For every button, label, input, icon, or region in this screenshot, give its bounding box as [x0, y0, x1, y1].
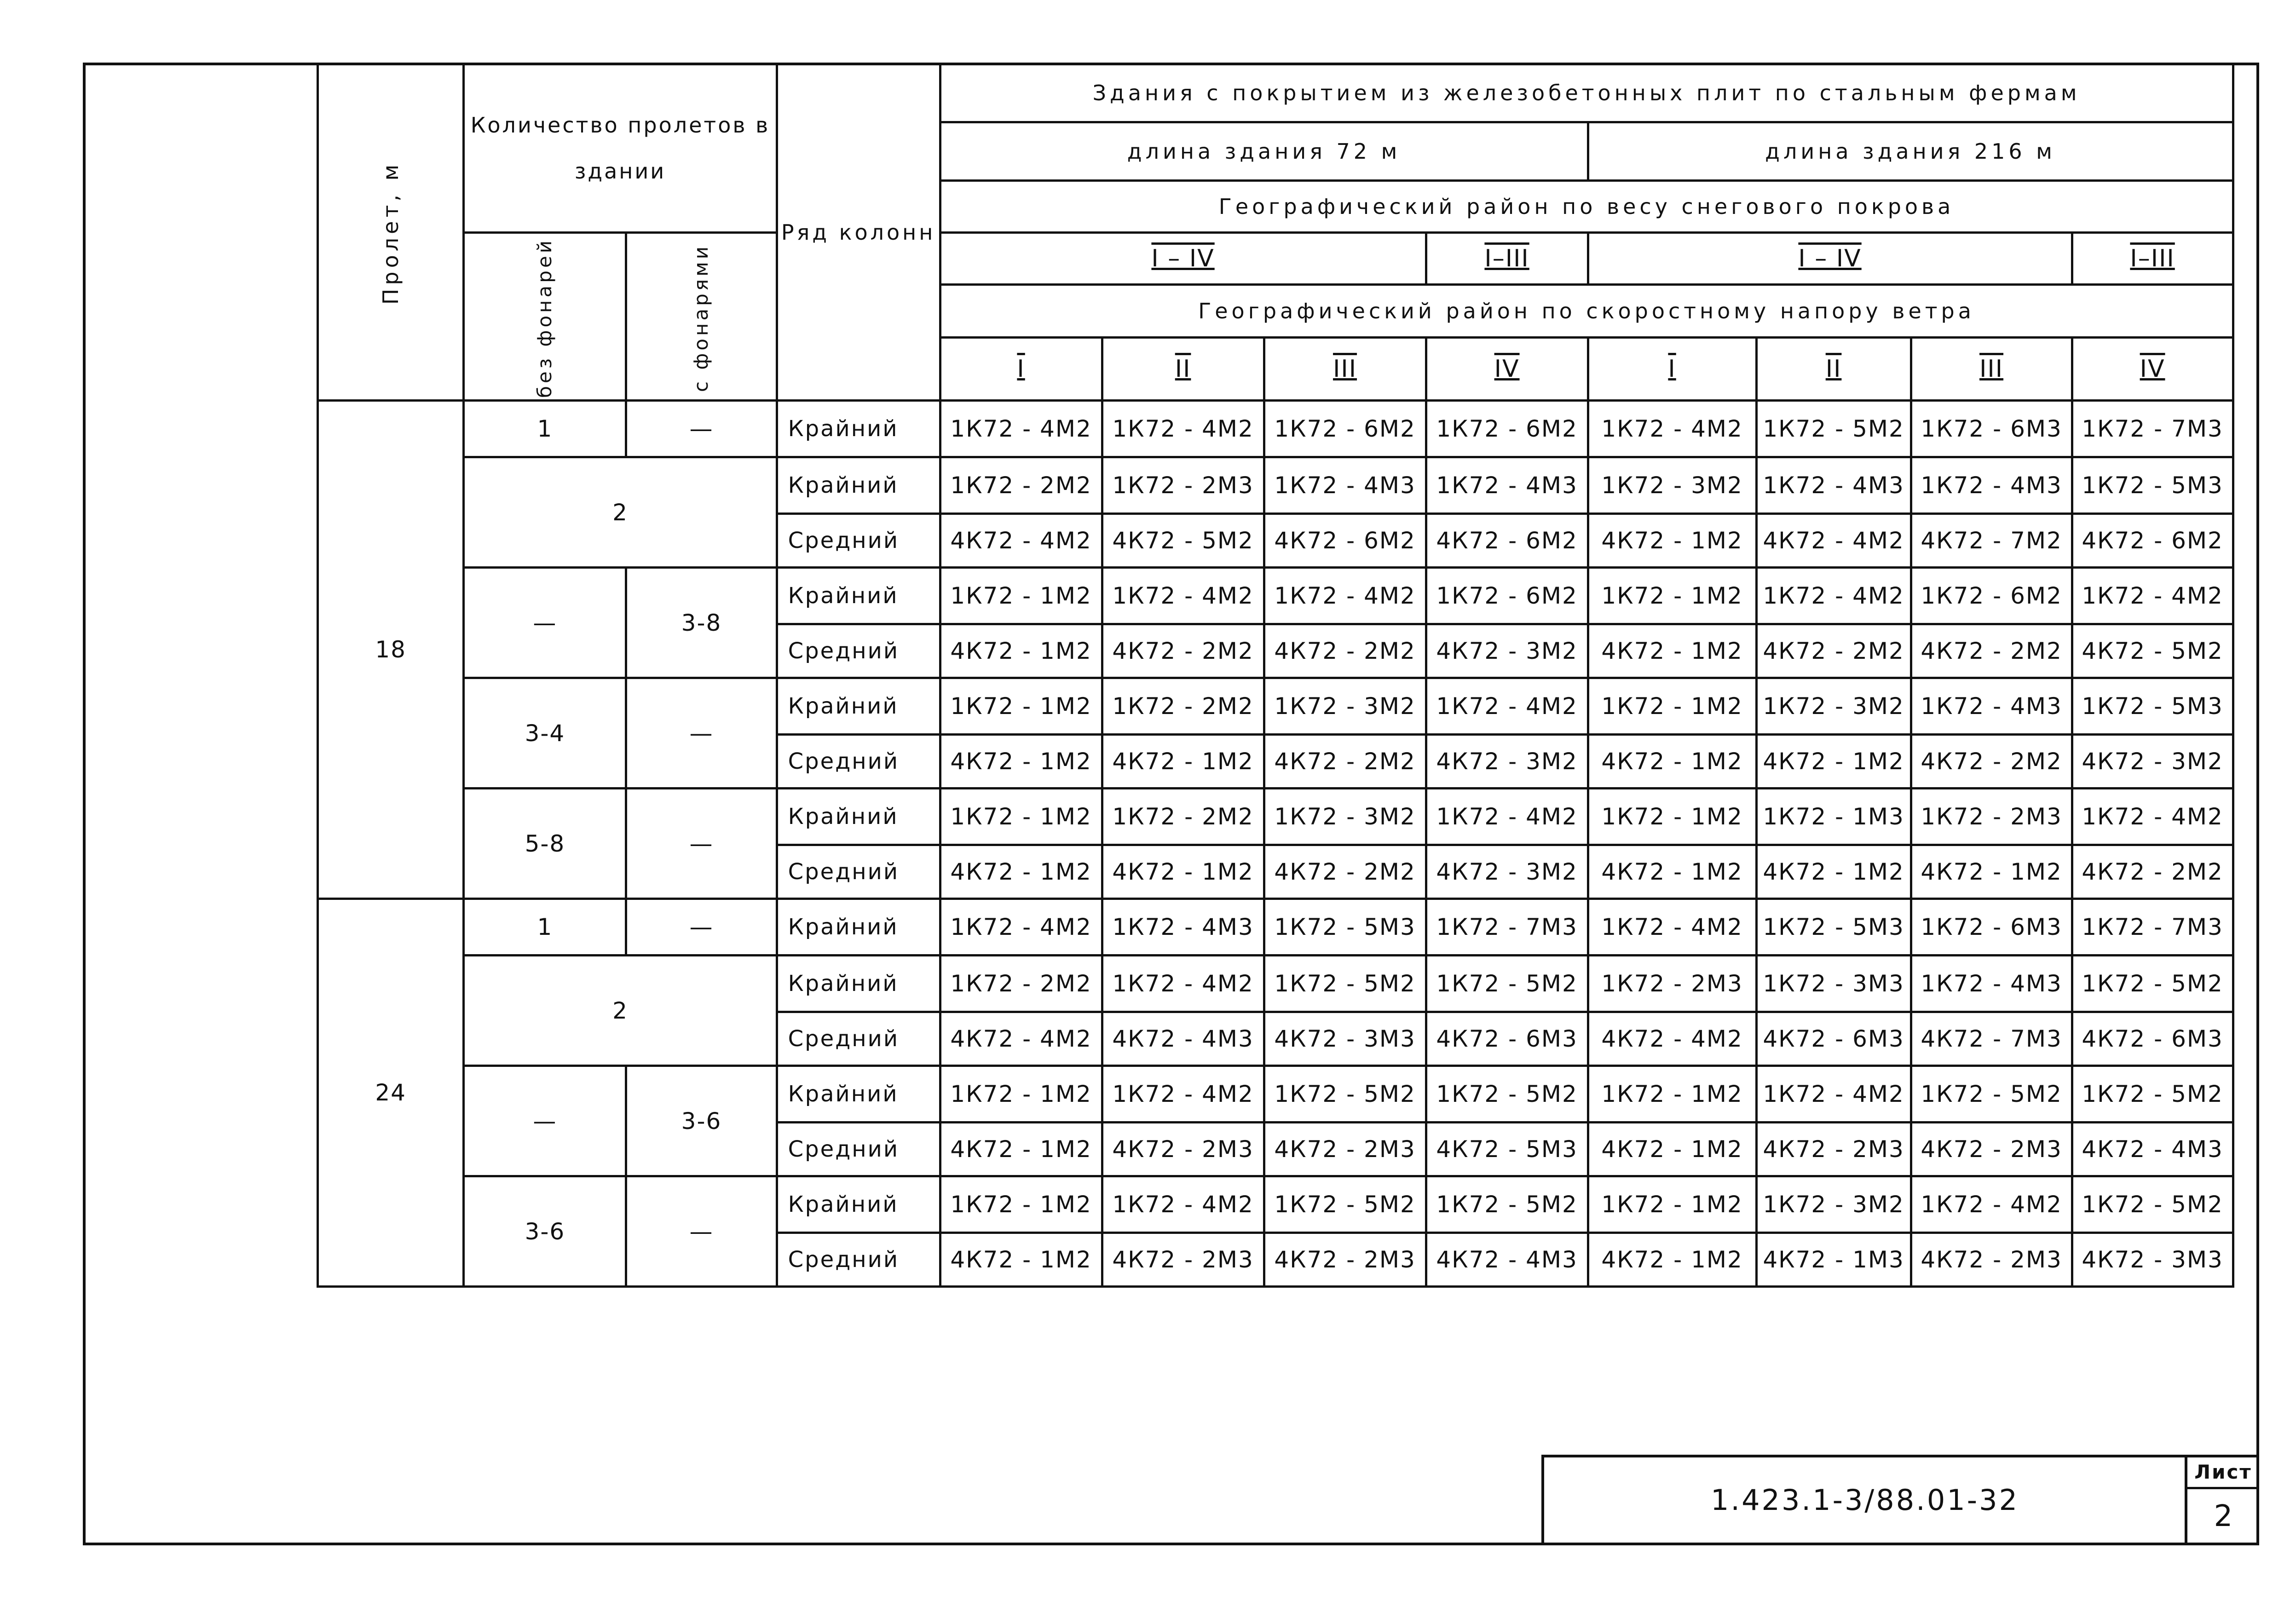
column-mark-cell: 1К72 - 7М3	[1426, 899, 1588, 956]
column-mark-cell: 1К72 - 5М2	[1426, 956, 1588, 1012]
column-mark-cell: 1К72 - 4М2	[1102, 956, 1264, 1012]
span-value: 24	[318, 899, 464, 1287]
column-mark-cell: 1К72 - 4М3	[1911, 457, 2072, 514]
column-mark-cell: 1К72 - 4М2	[1588, 899, 1756, 956]
column-mark-cell: 4К72 - 2М3	[1102, 1123, 1264, 1176]
table-row	[318, 899, 2233, 956]
column-row-type: Средний	[777, 845, 940, 899]
column-mark-cell: 4К72 - 3М3	[1264, 1012, 1426, 1066]
column-mark-cell: 4К72 - 2М2	[1911, 735, 2072, 789]
column-selection-table	[317, 63, 2234, 1288]
column-mark-cell: 1К72 - 5М2	[1756, 401, 1911, 457]
span-count: 3-8	[626, 568, 777, 678]
with-lantern-header: с фонарями	[626, 233, 777, 401]
snow-72-a: I – IV	[940, 233, 1426, 285]
column-mark-cell: 1К72 - 3М2	[1264, 789, 1426, 845]
column-mark-cell: 4К72 - 3М2	[1426, 624, 1588, 678]
column-mark-cell: 1К72 - 6М2	[1426, 568, 1588, 624]
column-mark-cell: 1К72 - 6М3	[1911, 899, 2072, 956]
column-mark-cell: 4К72 - 1М2	[940, 1233, 1102, 1287]
wind-col-header: III	[1911, 338, 2072, 401]
column-mark-cell: 4К72 - 1М2	[940, 845, 1102, 899]
column-mark-cell: 1К72 - 6М2	[1264, 401, 1426, 457]
length-72-header: длина здания 72 м	[940, 122, 1588, 181]
column-mark-cell: 4К72 - 3М3	[2072, 1233, 2233, 1287]
column-mark-cell: 1К72 - 1М2	[1588, 1066, 1756, 1123]
document-code: 1.423.1-3/88.01-32	[1541, 1455, 2186, 1543]
table-row	[318, 457, 2233, 514]
column-mark-cell: 4К72 - 2М3	[1102, 1233, 1264, 1287]
column-mark-cell: 1К72 - 4М2	[940, 899, 1102, 956]
column-mark-cell: 4К72 - 1М2	[1588, 624, 1756, 678]
column-mark-cell: 1К72 - 1М2	[940, 1066, 1102, 1123]
column-mark-cell: 1К72 - 1М3	[1756, 789, 1911, 845]
column-mark-cell: 4К72 - 2М2	[1264, 845, 1426, 899]
span-count: —	[626, 899, 777, 956]
span-header: Пролет, м	[318, 64, 464, 401]
table-row	[318, 678, 2233, 735]
column-mark-cell: 4К72 - 6М2	[1264, 514, 1426, 568]
column-mark-cell: 4К72 - 1М2	[1756, 735, 1911, 789]
length-216-header: длина здания 216 м	[1588, 122, 2233, 181]
wind-col-header: II	[1102, 338, 1264, 401]
wind-col-header: IV	[1426, 338, 1588, 401]
sheet-box	[2185, 1455, 2259, 1543]
wind-col-header: I	[1588, 338, 1756, 401]
wind-col-header: IV	[2072, 338, 2233, 401]
column-mark-cell: 1К72 - 1М2	[1588, 1176, 1756, 1233]
column-mark-cell: 1К72 - 6М3	[1911, 401, 2072, 457]
column-row-type: Крайний	[777, 899, 940, 956]
column-mark-cell: 4К72 - 1М2	[1102, 735, 1264, 789]
column-mark-cell: 1К72 - 5М2	[2072, 956, 2233, 1012]
column-mark-cell: 1К72 - 4М3	[1911, 678, 2072, 735]
column-mark-cell: 4К72 - 2М3	[1911, 1123, 2072, 1176]
column-mark-cell: 4К72 - 1М2	[1756, 845, 1911, 899]
column-mark-cell: 1К72 - 1М2	[940, 568, 1102, 624]
column-mark-cell: 1К72 - 4М2	[940, 401, 1102, 457]
column-mark-cell: 1К72 - 4М3	[1102, 899, 1264, 956]
wind-region-header: Географический район по скоростному напору ветра	[940, 285, 2233, 338]
column-mark-cell: 4К72 - 4М2	[940, 1012, 1102, 1066]
snow-216-a: I – IV	[1588, 233, 2072, 285]
table-title: Здания с покрытием из железобетонных плит по стальным фермам	[940, 64, 2233, 122]
column-mark-cell: 1К72 - 2М2	[940, 956, 1102, 1012]
column-mark-cell: 4К72 - 2М3	[1911, 1233, 2072, 1287]
column-mark-cell: 1К72 - 4М2	[1264, 568, 1426, 624]
column-mark-cell: 1К72 - 2М2	[1102, 789, 1264, 845]
column-mark-cell: 4К72 - 5М2	[1102, 514, 1264, 568]
wind-col-header: III	[1264, 338, 1426, 401]
column-mark-cell: 1К72 - 7М3	[2072, 401, 2233, 457]
column-mark-cell: 1К72 - 4М2	[1102, 1176, 1264, 1233]
wind-col-header: II	[1756, 338, 1911, 401]
column-row-type: Крайний	[777, 789, 940, 845]
column-mark-cell: 4К72 - 2М2	[2072, 845, 2233, 899]
column-mark-cell: 4К72 - 1М2	[940, 1123, 1102, 1176]
column-mark-cell: 4К72 - 1М2	[1588, 735, 1756, 789]
column-mark-cell: 4К72 - 2М3	[1756, 1123, 1911, 1176]
column-mark-cell: 4К72 - 1М2	[940, 624, 1102, 678]
column-row-type: Крайний	[777, 1066, 940, 1123]
column-mark-cell: 1К72 - 1М2	[940, 678, 1102, 735]
column-mark-cell: 4К72 - 1М2	[940, 735, 1102, 789]
span-count: 3-6	[464, 1176, 626, 1287]
column-mark-cell: 4К72 - 1М2	[1588, 1123, 1756, 1176]
column-row-header: Ряд колонн	[777, 64, 940, 401]
span-count: —	[626, 678, 777, 789]
column-row-type: Крайний	[777, 956, 940, 1012]
column-row-type: Средний	[777, 1012, 940, 1066]
table-row	[318, 956, 2233, 1012]
column-row-type: Крайний	[777, 401, 940, 457]
column-mark-cell: 1К72 - 5М2	[1264, 1066, 1426, 1123]
column-mark-cell: 1К72 - 3М2	[1756, 1176, 1911, 1233]
table-row	[318, 568, 2233, 624]
column-mark-cell: 4К72 - 4М2	[1588, 1012, 1756, 1066]
column-mark-cell: 4К72 - 2М2	[1756, 624, 1911, 678]
span-count: 1	[464, 401, 626, 457]
column-mark-cell: 1К72 - 3М2	[1756, 678, 1911, 735]
column-mark-cell: 1К72 - 1М2	[1588, 568, 1756, 624]
column-row-type: Средний	[777, 514, 940, 568]
column-row-type: Крайний	[777, 457, 940, 514]
column-mark-cell: 1К72 - 4М3	[1911, 956, 2072, 1012]
column-mark-cell: 1К72 - 3М2	[1264, 678, 1426, 735]
table-row	[318, 1066, 2233, 1123]
column-mark-cell: 1К72 - 5М2	[1911, 1066, 2072, 1123]
column-row-type: Средний	[777, 624, 940, 678]
table-row	[318, 401, 2233, 457]
column-mark-cell: 1К72 - 6М2	[1426, 401, 1588, 457]
column-row-type: Крайний	[777, 568, 940, 624]
column-mark-cell: 1К72 - 1М2	[1588, 678, 1756, 735]
span-count: 3-4	[464, 678, 626, 789]
span-count: 2	[464, 457, 777, 568]
column-row-type: Средний	[777, 735, 940, 789]
column-mark-cell: 4К72 - 1М2	[1911, 845, 2072, 899]
snow-216-b: I–III	[2072, 233, 2233, 285]
column-mark-cell: 1К72 - 4М2	[2072, 568, 2233, 624]
column-mark-cell: 4К72 - 2М3	[1264, 1233, 1426, 1287]
no-lantern-header: без фонарей	[464, 233, 626, 401]
column-mark-cell: 1К72 - 5М3	[2072, 457, 2233, 514]
column-mark-cell: 1К72 - 5М2	[1264, 1176, 1426, 1233]
table-row	[318, 1176, 2233, 1233]
column-mark-cell: 4К72 - 7М3	[1911, 1012, 2072, 1066]
column-mark-cell: 1К72 - 5М3	[1264, 899, 1426, 956]
column-mark-cell: 4К72 - 1М2	[1588, 514, 1756, 568]
column-mark-cell: 1К72 - 2М3	[1102, 457, 1264, 514]
column-mark-cell: 4К72 - 2М2	[1911, 624, 2072, 678]
column-mark-cell: 4К72 - 6М3	[1756, 1012, 1911, 1066]
column-mark-cell: 1К72 - 2М2	[1102, 678, 1264, 735]
column-mark-cell: 1К72 - 1М2	[1588, 789, 1756, 845]
span-count: —	[626, 789, 777, 899]
snow-72-b: I–III	[1426, 233, 1588, 285]
column-mark-cell: 1К72 - 3М3	[1756, 956, 1911, 1012]
span-count: 5-8	[464, 789, 626, 899]
column-mark-cell: 1К72 - 6М2	[1911, 568, 2072, 624]
sheet-label: Лист	[2187, 1457, 2259, 1489]
column-mark-cell: 1К72 - 4М3	[1426, 457, 1588, 514]
column-mark-cell: 4К72 - 3М2	[2072, 735, 2233, 789]
column-mark-cell: 1К72 - 4М2	[1426, 678, 1588, 735]
column-mark-cell: 1К72 - 1М2	[940, 789, 1102, 845]
column-mark-cell: 4К72 - 4М3	[1102, 1012, 1264, 1066]
span-count: 1	[464, 899, 626, 956]
column-mark-cell: 4К72 - 5М3	[1426, 1123, 1588, 1176]
span-count: —	[464, 1066, 626, 1176]
column-mark-cell: 1К72 - 5М2	[2072, 1066, 2233, 1123]
column-mark-cell: 1К72 - 4М2	[1102, 401, 1264, 457]
column-mark-cell: 4К72 - 5М2	[2072, 624, 2233, 678]
wind-col-header: I	[940, 338, 1102, 401]
span-count: —	[626, 401, 777, 457]
column-mark-cell: 4К72 - 2М2	[1264, 624, 1426, 678]
span-count: —	[626, 1176, 777, 1287]
column-mark-cell: 1К72 - 2М2	[940, 457, 1102, 514]
snow-region-header: Географический район по весу снегового покрова	[940, 181, 2233, 233]
column-mark-cell: 1К72 - 2М3	[1911, 789, 2072, 845]
column-mark-cell: 4К72 - 1М3	[1756, 1233, 1911, 1287]
column-mark-cell: 1К72 - 5М3	[2072, 678, 2233, 735]
sheet-number: 2	[2214, 1499, 2233, 1533]
column-mark-cell: 4К72 - 4М3	[1426, 1233, 1588, 1287]
column-mark-cell: 4К72 - 4М2	[940, 514, 1102, 568]
span-count-header: Количество пролетов в здании	[464, 64, 777, 233]
column-mark-cell: 1К72 - 4М2	[1102, 568, 1264, 624]
column-mark-cell: 4К72 - 2М3	[1264, 1123, 1426, 1176]
column-mark-cell: 4К72 - 4М3	[2072, 1123, 2233, 1176]
column-row-type: Средний	[777, 1123, 940, 1176]
column-mark-cell: 1К72 - 5М2	[1264, 956, 1426, 1012]
column-mark-cell: 1К72 - 2М3	[1588, 956, 1756, 1012]
column-mark-cell: 1К72 - 4М3	[1756, 457, 1911, 514]
column-mark-cell: 1К72 - 7М3	[2072, 899, 2233, 956]
column-mark-cell: 4К72 - 3М2	[1426, 735, 1588, 789]
column-mark-cell: 1К72 - 5М2	[1426, 1066, 1588, 1123]
column-mark-cell: 4К72 - 4М2	[1756, 514, 1911, 568]
column-row-type: Средний	[777, 1233, 940, 1287]
column-mark-cell: 1К72 - 4М2	[1588, 401, 1756, 457]
column-mark-cell: 1К72 - 5М3	[1756, 899, 1911, 956]
column-mark-cell: 1К72 - 4М2	[1426, 789, 1588, 845]
column-row-type: Крайний	[777, 678, 940, 735]
column-mark-cell: 4К72 - 1М2	[1588, 1233, 1756, 1287]
span-count: —	[464, 568, 626, 678]
column-mark-cell: 4К72 - 3М2	[1426, 845, 1588, 899]
column-mark-cell: 4К72 - 2М2	[1264, 735, 1426, 789]
column-mark-cell: 1К72 - 4М2	[1756, 568, 1911, 624]
column-mark-cell: 4К72 - 6М3	[2072, 1012, 2233, 1066]
column-mark-cell: 1К72 - 1М2	[940, 1176, 1102, 1233]
column-mark-cell: 1К72 - 4М2	[1102, 1066, 1264, 1123]
column-mark-cell: 4К72 - 2М2	[1102, 624, 1264, 678]
span-value: 18	[318, 401, 464, 899]
span-count: 3-6	[626, 1066, 777, 1176]
column-mark-cell: 4К72 - 1М2	[1102, 845, 1264, 899]
column-mark-cell: 4К72 - 7М2	[1911, 514, 2072, 568]
column-mark-cell: 1К72 - 4М2	[1756, 1066, 1911, 1123]
span-count: 2	[464, 956, 777, 1066]
column-row-type: Крайний	[777, 1176, 940, 1233]
column-mark-cell: 4К72 - 6М3	[1426, 1012, 1588, 1066]
column-mark-cell: 4К72 - 6М2	[1426, 514, 1588, 568]
table-row	[318, 789, 2233, 845]
column-mark-cell: 1К72 - 3М2	[1588, 457, 1756, 514]
column-mark-cell: 1К72 - 5М2	[1426, 1176, 1588, 1233]
column-mark-cell: 1К72 - 4М2	[2072, 789, 2233, 845]
column-mark-cell: 4К72 - 6М2	[2072, 514, 2233, 568]
column-mark-cell: 1К72 - 5М2	[2072, 1176, 2233, 1233]
column-mark-cell: 4К72 - 1М2	[1588, 845, 1756, 899]
column-mark-cell: 1К72 - 4М2	[1911, 1176, 2072, 1233]
column-mark-cell: 1К72 - 4М3	[1264, 457, 1426, 514]
